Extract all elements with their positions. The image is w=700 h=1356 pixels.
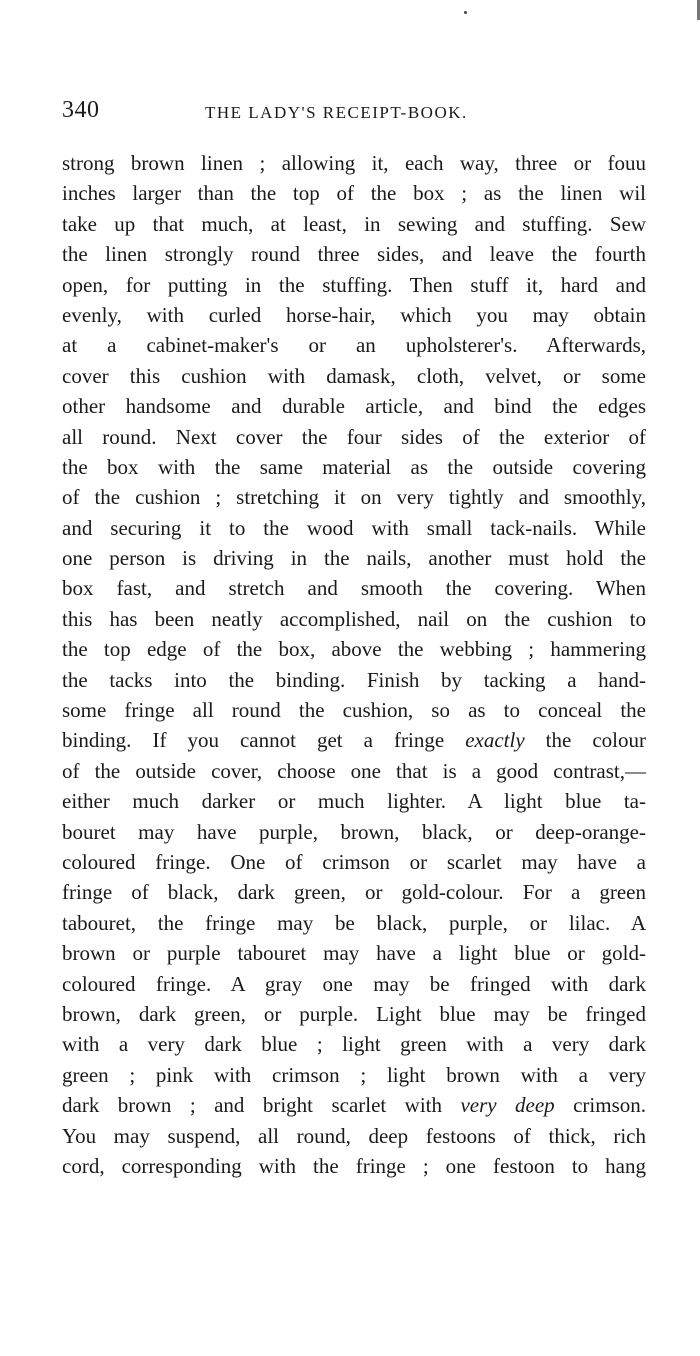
text-line: cord, corresponding with the fringe ; one festoon to hang <box>62 1153 646 1178</box>
text-line <box>62 1090 646 1120</box>
text-line: bouret may have purple, brown, black, or deep-orange- <box>62 819 646 844</box>
text-segment: binding. If you cannot get a fringe <box>62 728 466 753</box>
text-line: the top edge of the box, above the webbing ; hammering <box>62 637 646 662</box>
text-line: inches larger than the top of the box ; as the linen wil <box>62 181 646 206</box>
text-line: with a very dark blue ; light green with a very dark <box>62 1032 646 1057</box>
text-line: this has been neatly accomplished, nail on the cushion to <box>62 606 646 631</box>
text-line: at a cabinet-maker's or an upholsterer's. Afterwards, <box>62 333 646 358</box>
text-line: and securing it to the wood with small tack-nails. While <box>62 515 646 540</box>
text-line: either much darker or much lighter. A light blue ta- <box>62 789 646 814</box>
text-line: the tacks into the binding. Finish by tacking a hand- <box>62 667 646 692</box>
text-line: take up that much, at least, in sewing and stuffing. Sew <box>62 211 646 236</box>
stray-ink-mark <box>464 11 467 14</box>
text-line: the box with the same material as the outside covering <box>62 454 646 479</box>
text-line: some fringe all round the cushion, so as to conceal the <box>62 698 646 723</box>
text-line: the linen strongly round three sides, and leave the fourth <box>62 242 646 267</box>
text-line: green ; pink with crimson ; light brown with a very <box>62 1062 646 1087</box>
text-line: strong brown linen ; allowing it, each way, three or fouu <box>62 151 646 175</box>
text-line: coloured fringe. One of crimson or scarlet may have a <box>62 849 646 874</box>
text-segment: dark brown ; and bright scarlet with <box>62 1093 461 1118</box>
text-line: brown, dark green, or purple. Light blue may be fringed <box>62 1001 646 1026</box>
italic-text: very deep <box>460 1093 555 1118</box>
text-line: cover this cushion with damask, cloth, velvet, or some <box>62 363 646 388</box>
text-segment: the colour <box>524 728 646 753</box>
body-text <box>62 148 646 1181</box>
text-line: coloured fringe. A gray one may be fringed with dark <box>62 971 646 996</box>
running-header: THE LADY'S RECEIPT-BOOK. <box>205 103 468 122</box>
text-line <box>62 725 646 755</box>
text-line: open, for putting in the stuffing. Then stuff it, hard and <box>62 272 646 297</box>
text-line: all round. Next cover the four sides of the exterior of <box>62 424 646 449</box>
text-line: brown or purple tabouret may have a light blue or gold- <box>62 941 646 966</box>
text-line: of the outside cover, choose one that is a good contrast,— <box>62 758 646 783</box>
italic-text: exactly <box>465 728 525 753</box>
text-line: tabouret, the fringe may be black, purple, or lilac. A <box>62 910 646 935</box>
text-line: of the cushion ; stretching it on very tightly and smoothly, <box>62 485 646 510</box>
text-line: box fast, and stretch and smooth the covering. When <box>62 576 646 601</box>
text-line: fringe of black, dark green, or gold-colour. For a green <box>62 880 646 905</box>
text-line: one person is driving in the nails, another must hold the <box>62 546 646 571</box>
text-line: You may suspend, all round, deep festoons of thick, rich <box>62 1123 646 1148</box>
page-number: 340 <box>62 97 100 123</box>
text-segment: crimson. <box>554 1093 647 1118</box>
text-line: evenly, with curled horse-hair, which you may obtain <box>62 302 646 327</box>
text-line: other handsome and durable article, and bind the edges <box>62 394 646 419</box>
